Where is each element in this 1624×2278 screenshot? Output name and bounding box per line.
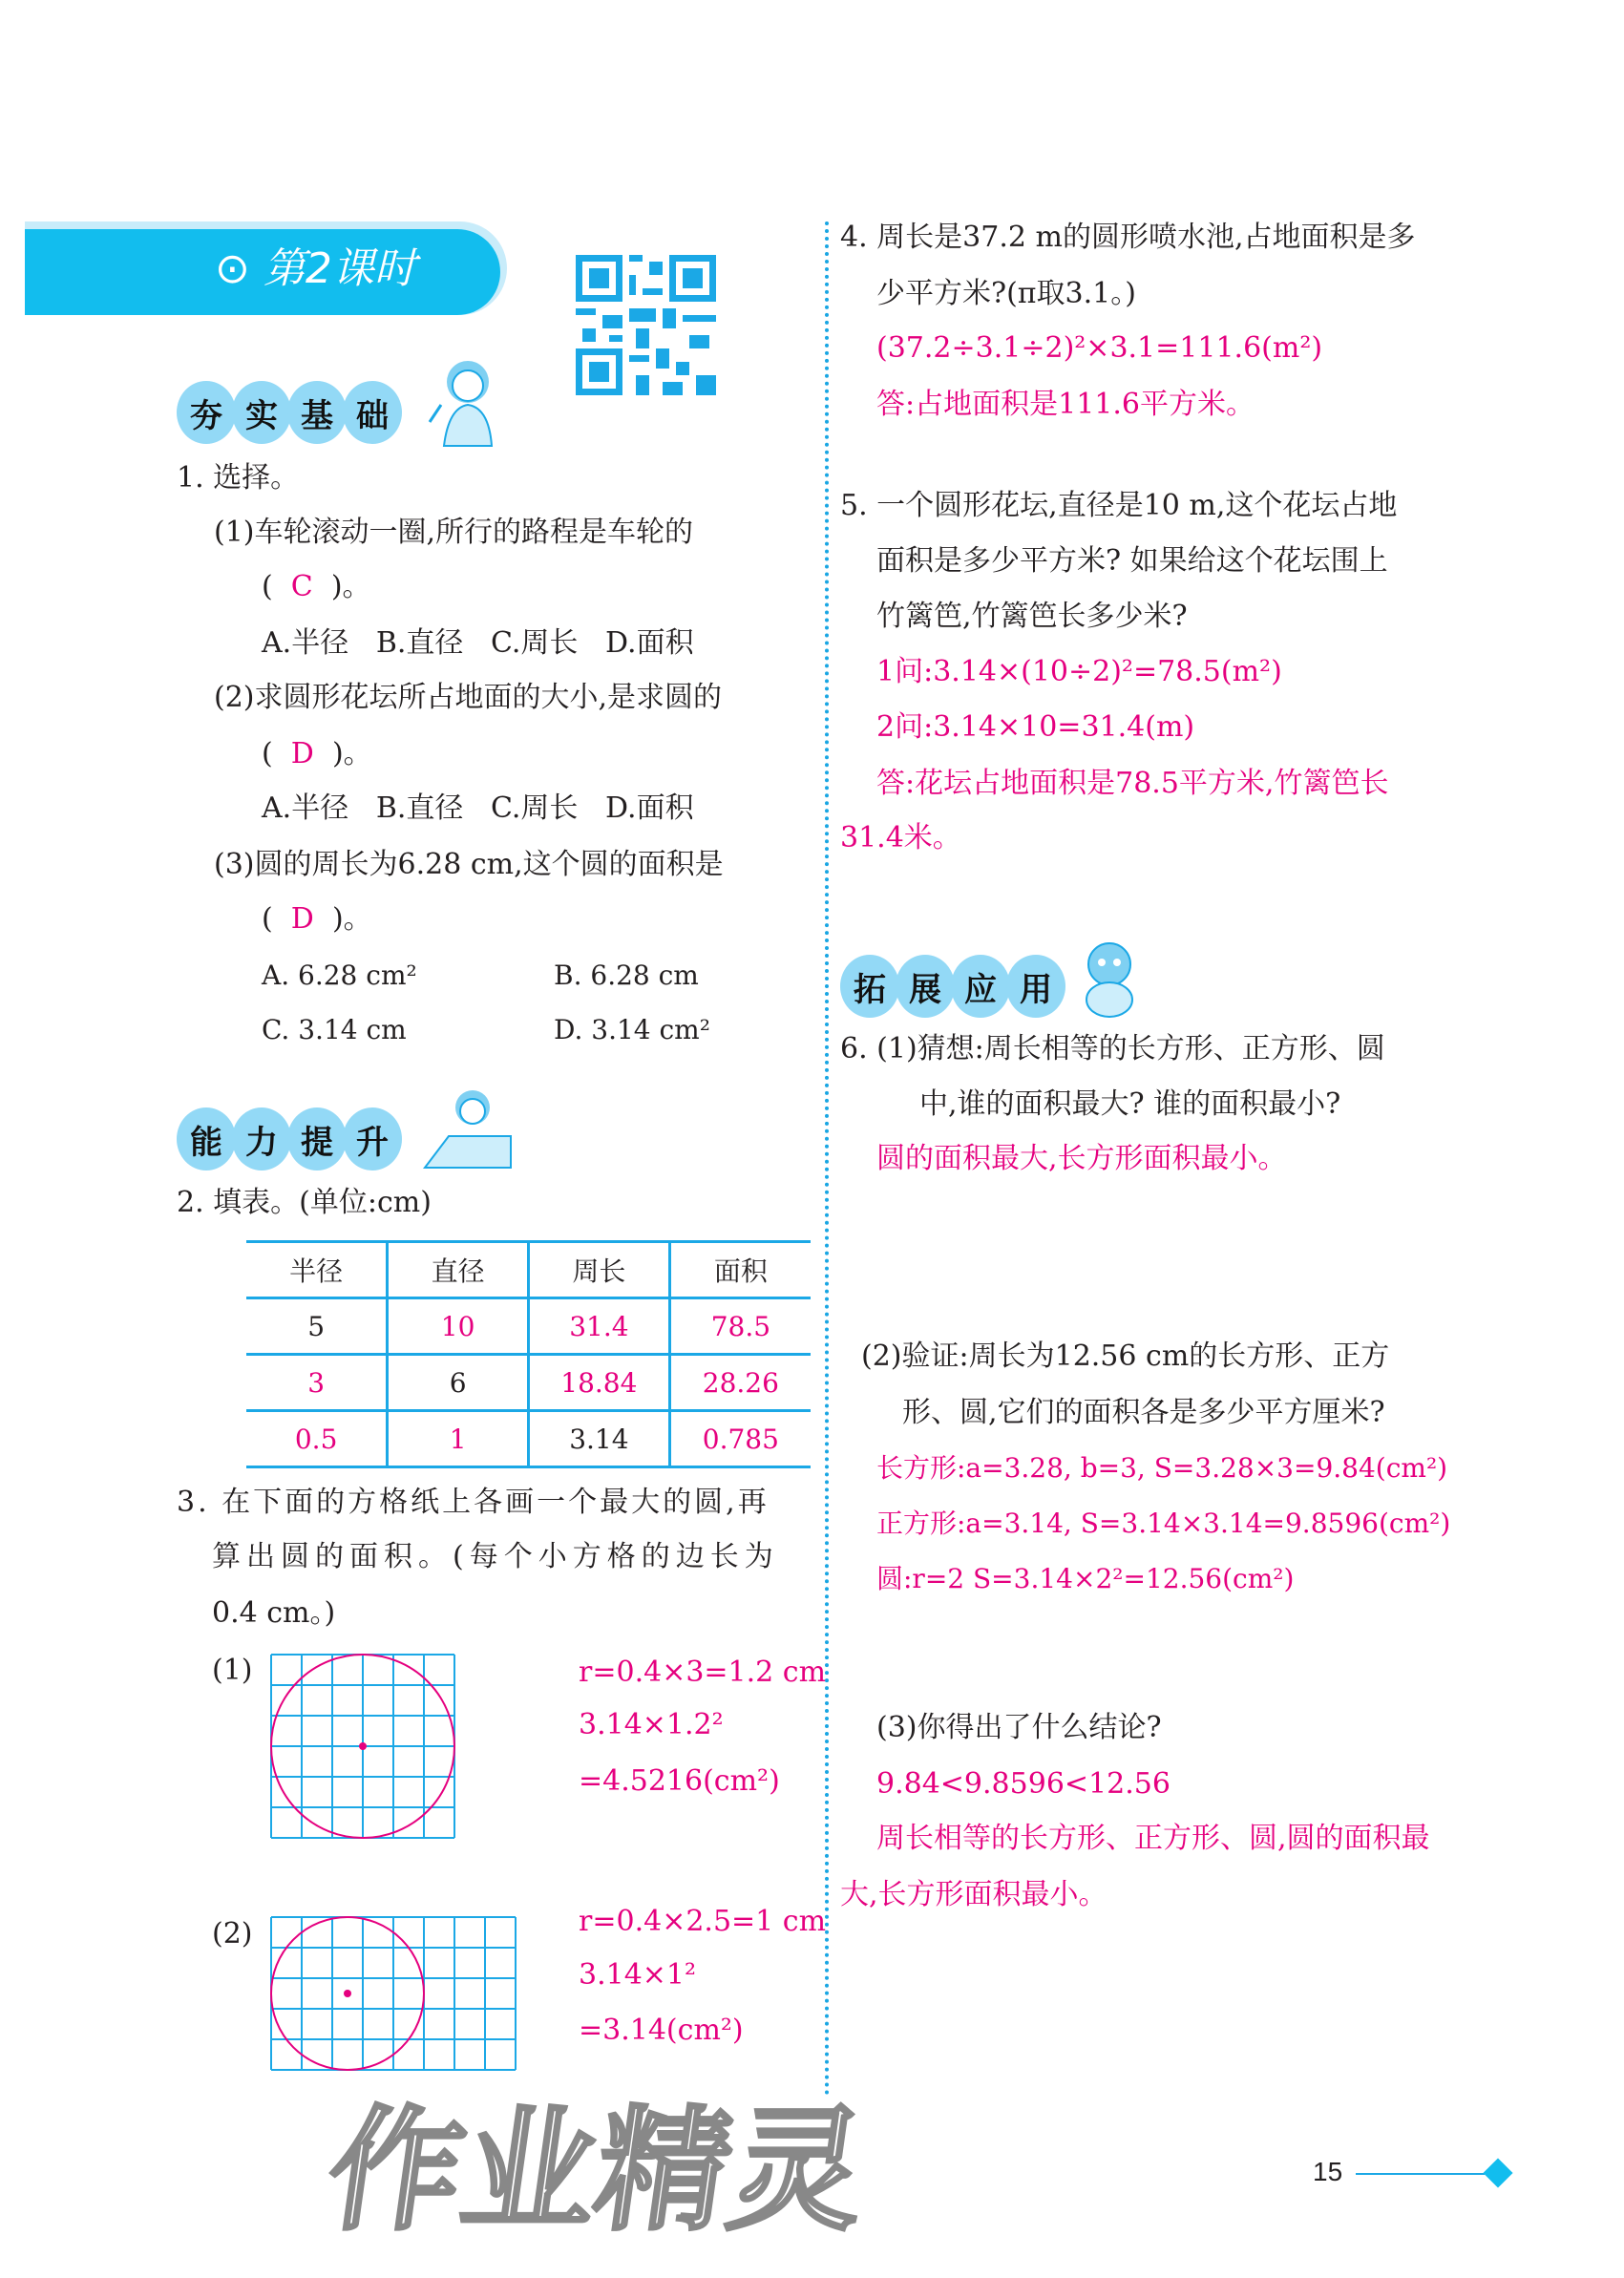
lesson-title-text: 第2课时 bbox=[263, 244, 416, 293]
q6-3-answer: 大,长方形面积最小。 bbox=[840, 1878, 1107, 1911]
q5-line: 5. 一个圆形花坛,直径是10 m,这个花坛占地 bbox=[840, 489, 1398, 522]
header-diameter: 直径 bbox=[388, 1242, 529, 1298]
q4-answer: 答:占地面积是111.6平方米。 bbox=[876, 388, 1255, 421]
table-row bbox=[246, 1411, 811, 1467]
q1-2-question: (2)求圆形花坛所占地面的大小,是求圆的 bbox=[214, 681, 723, 714]
option-b: B. 6.28 cm bbox=[554, 960, 699, 991]
option: C.周长 bbox=[491, 626, 579, 660]
q6-1-line: 6. (1)猜想:周长相等的长方形、正方形、圆 bbox=[840, 1032, 1385, 1065]
cat-mascot-illustration bbox=[1079, 938, 1141, 1019]
q3-2-answer: =3.14(cm²) bbox=[579, 2014, 744, 2047]
cell: 78.5 bbox=[669, 1298, 811, 1355]
paren: )。 bbox=[331, 902, 372, 936]
fill-table bbox=[246, 1240, 811, 1468]
q1-3-question: (3)圆的周长为6.28 cm,这个圆的面积是 bbox=[214, 848, 724, 881]
q3-1-answer: 3.14×1.2² bbox=[579, 1708, 724, 1741]
lesson-title: ⊙ 第2课时 bbox=[215, 244, 416, 293]
option: B.直径 bbox=[375, 791, 464, 825]
q6-2-answer: 长方形:a=3.28, b=3, S=3.28×3=9.84(cm²) bbox=[876, 1452, 1448, 1484]
q4-line: 4. 周长是37.2 m的圆形喷水池,占地面积是多 bbox=[840, 221, 1416, 254]
section-char: 用 bbox=[1006, 955, 1065, 1018]
option: A.半径 bbox=[262, 626, 349, 660]
section-char: 力 bbox=[232, 1107, 291, 1171]
q6-2-answer: 圆:r=2 S=3.14×2²=12.56(cm²) bbox=[876, 1563, 1295, 1594]
q5-answer: 31.4米。 bbox=[840, 821, 961, 854]
option: C.周长 bbox=[491, 791, 579, 825]
option-d: D. 3.14 cm² bbox=[554, 1014, 710, 1045]
paren: )。 bbox=[331, 737, 372, 770]
q1-1-answer: C bbox=[290, 570, 313, 603]
q3-1-answer: r=0.4×3=1.2 cm bbox=[579, 1656, 827, 1689]
table-row bbox=[246, 1355, 811, 1411]
cell: 28.26 bbox=[669, 1355, 811, 1411]
section-char: 升 bbox=[343, 1107, 402, 1171]
option: A.半径 bbox=[262, 791, 349, 825]
paren: ( bbox=[262, 737, 273, 770]
cell: 1 bbox=[388, 1411, 529, 1467]
q4-line: 少平方米?(π取3.1。) bbox=[876, 277, 1136, 310]
q5-answer: 2问:3.14×10=31.4(m) bbox=[876, 710, 1195, 744]
section-char: 夯 bbox=[177, 381, 236, 444]
qr-code-icon bbox=[576, 255, 716, 395]
section-extend bbox=[840, 955, 1062, 1018]
q6-2-answer: 正方形:a=3.14, S=3.14×3.14=9.8596(cm²) bbox=[876, 1508, 1451, 1539]
circle-center-dot bbox=[359, 1742, 367, 1750]
cell: 6 bbox=[388, 1355, 529, 1411]
section-char: 础 bbox=[343, 381, 402, 444]
q2-title: 2. 填表。(单位:cm) bbox=[177, 1186, 432, 1219]
q5-answer: 1问:3.14×(10÷2)²=78.5(m²) bbox=[876, 655, 1282, 688]
cell: 10 bbox=[388, 1298, 529, 1355]
header-circumference: 周长 bbox=[529, 1242, 670, 1298]
column-divider bbox=[825, 221, 829, 2097]
cell: 3 bbox=[246, 1355, 388, 1411]
section-basic bbox=[177, 381, 398, 444]
q1-1-blank bbox=[262, 570, 371, 604]
diamond-icon bbox=[1483, 2158, 1512, 2187]
watermark-bottom: 作业精灵 bbox=[318, 2094, 875, 2249]
q3-2-answer: 3.14×1² bbox=[579, 1958, 697, 1992]
q3-line: 算出圆的面积。(每个小方格的边长为 bbox=[212, 1540, 779, 1573]
q6-3-answer: 周长相等的长方形、正方形、圆,圆的面积最 bbox=[876, 1822, 1430, 1855]
section-ability bbox=[177, 1107, 398, 1171]
section-char: 展 bbox=[896, 955, 955, 1018]
section-char: 拓 bbox=[840, 955, 899, 1018]
student-at-desk-illustration bbox=[420, 1084, 516, 1174]
option: D.面积 bbox=[605, 626, 694, 660]
header-area: 面积 bbox=[669, 1242, 811, 1298]
paren: ( bbox=[262, 902, 273, 936]
header-radius: 半径 bbox=[246, 1242, 388, 1298]
page-rule bbox=[1356, 2173, 1485, 2175]
section-char: 能 bbox=[177, 1107, 236, 1171]
table-row bbox=[246, 1298, 811, 1355]
girl-writing-illustration bbox=[420, 355, 506, 451]
q1-1-question: (1)车轮滚动一圈,所行的路程是车轮的 bbox=[214, 516, 694, 549]
cell: 0.785 bbox=[669, 1411, 811, 1467]
q3-line: 0.4 cm。) bbox=[212, 1596, 336, 1630]
q1-3-answer: D bbox=[290, 902, 314, 936]
q1-3-blank bbox=[262, 902, 372, 937]
q4-answer: (37.2÷3.1÷2)²×3.1=111.6(m²) bbox=[876, 331, 1323, 365]
q6-2-line: 形、圆,它们的面积各是多少平方厘米? bbox=[902, 1396, 1385, 1429]
section-char: 应 bbox=[951, 955, 1010, 1018]
cell: 31.4 bbox=[529, 1298, 670, 1355]
paren: )。 bbox=[330, 570, 371, 603]
option: B.直径 bbox=[375, 626, 464, 660]
page-number: 15 bbox=[1313, 2157, 1343, 2186]
q6-3-question: (3)你得出了什么结论? bbox=[876, 1711, 1162, 1744]
circle-center-dot bbox=[344, 1990, 351, 1997]
q5-line: 竹篱笆,竹篱笆长多少米? bbox=[876, 600, 1188, 633]
q1-1-options bbox=[262, 626, 694, 661]
q6-1-answer: 圆的面积最大,长方形面积最小。 bbox=[876, 1142, 1287, 1175]
q3-line: 3. 在下面的方格纸上各画一个最大的圆,再 bbox=[177, 1486, 770, 1519]
q1-2-answer: D bbox=[290, 737, 314, 770]
section-char: 实 bbox=[232, 381, 291, 444]
q6-1-line: 中,谁的面积最大? 谁的面积最小? bbox=[919, 1087, 1341, 1121]
q5-line: 面积是多少平方米? 如果给这个花坛围上 bbox=[876, 544, 1388, 578]
option: D.面积 bbox=[605, 791, 694, 825]
q5-answer: 答:花坛占地面积是78.5平方米,竹篱笆长 bbox=[876, 767, 1389, 800]
q3-1-label: (1) bbox=[212, 1654, 253, 1687]
cell: 0.5 bbox=[246, 1411, 388, 1467]
grid-paper-1 bbox=[269, 1653, 456, 1840]
option-c: C. 3.14 cm bbox=[262, 1014, 407, 1045]
section-char: 提 bbox=[287, 1107, 347, 1171]
q6-3-answer: 9.84<9.8596<12.56 bbox=[876, 1767, 1171, 1801]
q3-2-answer: r=0.4×2.5=1 cm bbox=[579, 1905, 827, 1938]
cell: 3.14 bbox=[529, 1411, 670, 1467]
cell: 5 bbox=[246, 1298, 388, 1355]
q3-2-label: (2) bbox=[212, 1917, 253, 1951]
q1-title: 1. 选择。 bbox=[177, 461, 300, 495]
q1-2-options bbox=[262, 791, 694, 826]
grid-paper-2 bbox=[269, 1915, 517, 2072]
section-char: 基 bbox=[287, 381, 347, 444]
paren: ( bbox=[262, 570, 273, 603]
cell: 18.84 bbox=[529, 1355, 670, 1411]
q3-1-answer: =4.5216(cm²) bbox=[579, 1764, 780, 1798]
q1-2-blank bbox=[262, 737, 372, 771]
q6-2-line: (2)验证:周长为12.56 cm的长方形、正方 bbox=[861, 1339, 1390, 1373]
option-a: A. 6.28 cm² bbox=[262, 960, 417, 991]
table-header-row bbox=[246, 1242, 811, 1298]
